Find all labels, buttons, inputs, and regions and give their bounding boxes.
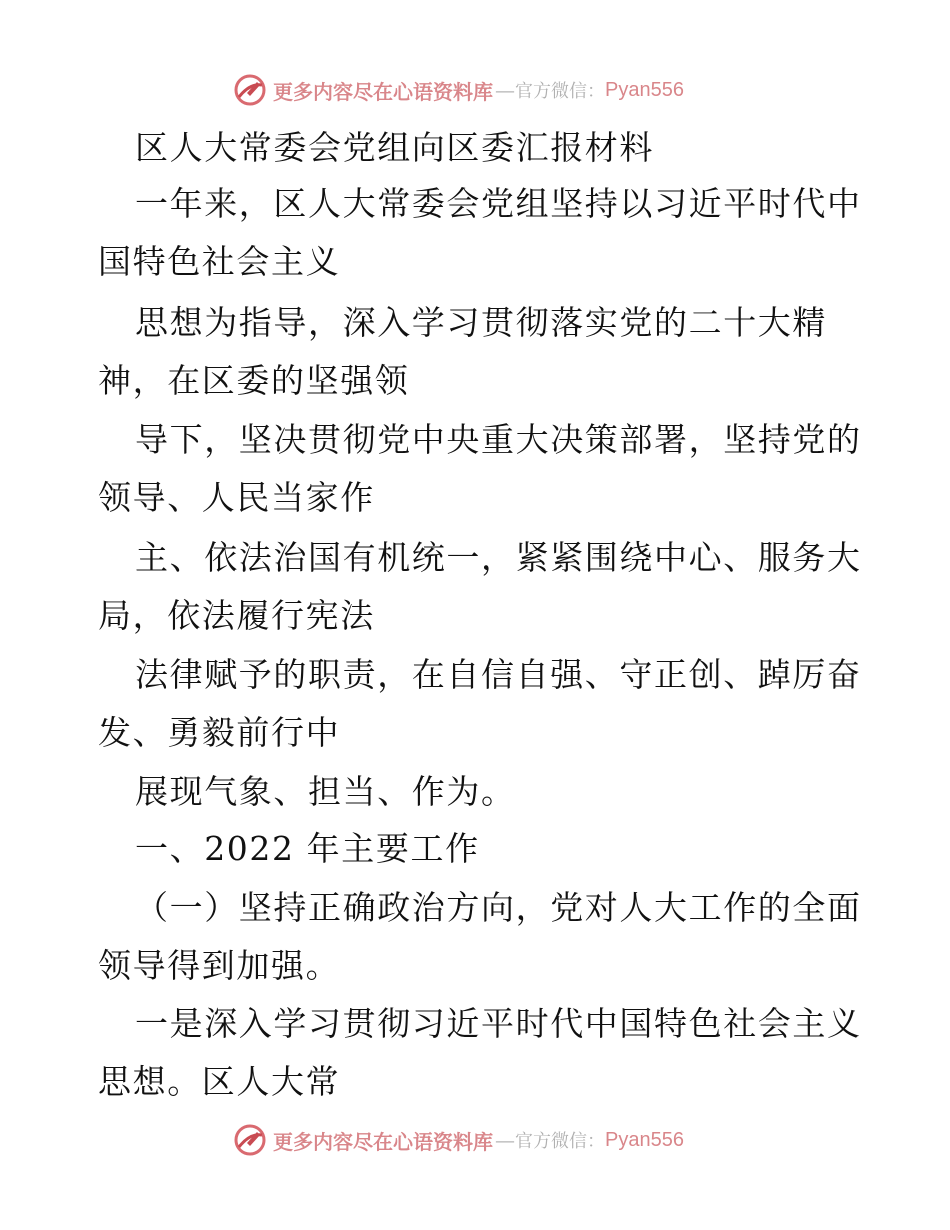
paragraph-line: 导下，坚决贯彻党中央重大决策部署，坚持党的 — [135, 420, 862, 459]
subsection-heading: （一）坚持正确政治方向，党对人大工作的全面 — [135, 888, 862, 927]
footer-banner — [233, 1123, 684, 1157]
document-title: 区人大常委会党组向区委汇报材料 — [135, 128, 654, 167]
red-scroll-pen-logo-icon — [233, 1123, 267, 1157]
paragraph-line: 主、依法治国有机统一，紧紧围绕中心、服务大 — [135, 538, 862, 577]
paragraph-line: 局，依法履行宪法 — [98, 596, 375, 635]
paragraph-line: 法律赋予的职责，在自信自强、守正创、踔厉奋 — [135, 655, 862, 694]
header-banner — [233, 73, 684, 107]
banner-brand-text: 更多内容尽在心语资料库 — [273, 1129, 493, 1154]
banner-handle: Pyan556 — [605, 1128, 684, 1151]
banner-wechat-label: 官方微信： — [515, 81, 605, 102]
banner-handle: Pyan556 — [605, 78, 684, 101]
paragraph-line: 一年来，区人大常委会党组坚持以习近平时代中 — [135, 184, 862, 223]
paragraph-line: 思想。区人大常 — [98, 1062, 341, 1101]
section-heading: 一、2022 年主要工作 — [135, 829, 480, 868]
banner-wechat-label: 官方微信： — [515, 1131, 605, 1152]
paragraph-line: 一是深入学习贯彻习近平时代中国特色社会主义 — [135, 1004, 862, 1043]
banner-dash: — — [495, 1128, 513, 1152]
paragraph-line: 领导、人民当家作 — [98, 478, 375, 517]
paragraph-line: 神，在区委的坚强领 — [98, 361, 410, 400]
banner-brand-text: 更多内容尽在心语资料库 — [273, 79, 493, 104]
paragraph-line: 国特色社会主义 — [98, 242, 341, 281]
banner-dash: — — [495, 78, 513, 102]
paragraph-line: 领导得到加强。 — [98, 946, 341, 985]
paragraph-line: 思想为指导，深入学习贯彻落实党的二十大精 — [135, 303, 827, 342]
red-scroll-pen-logo-icon — [233, 73, 267, 107]
paragraph-line: 发、勇毅前行中 — [98, 713, 341, 752]
paragraph-line: 展现气象、担当、作为。 — [135, 772, 516, 811]
